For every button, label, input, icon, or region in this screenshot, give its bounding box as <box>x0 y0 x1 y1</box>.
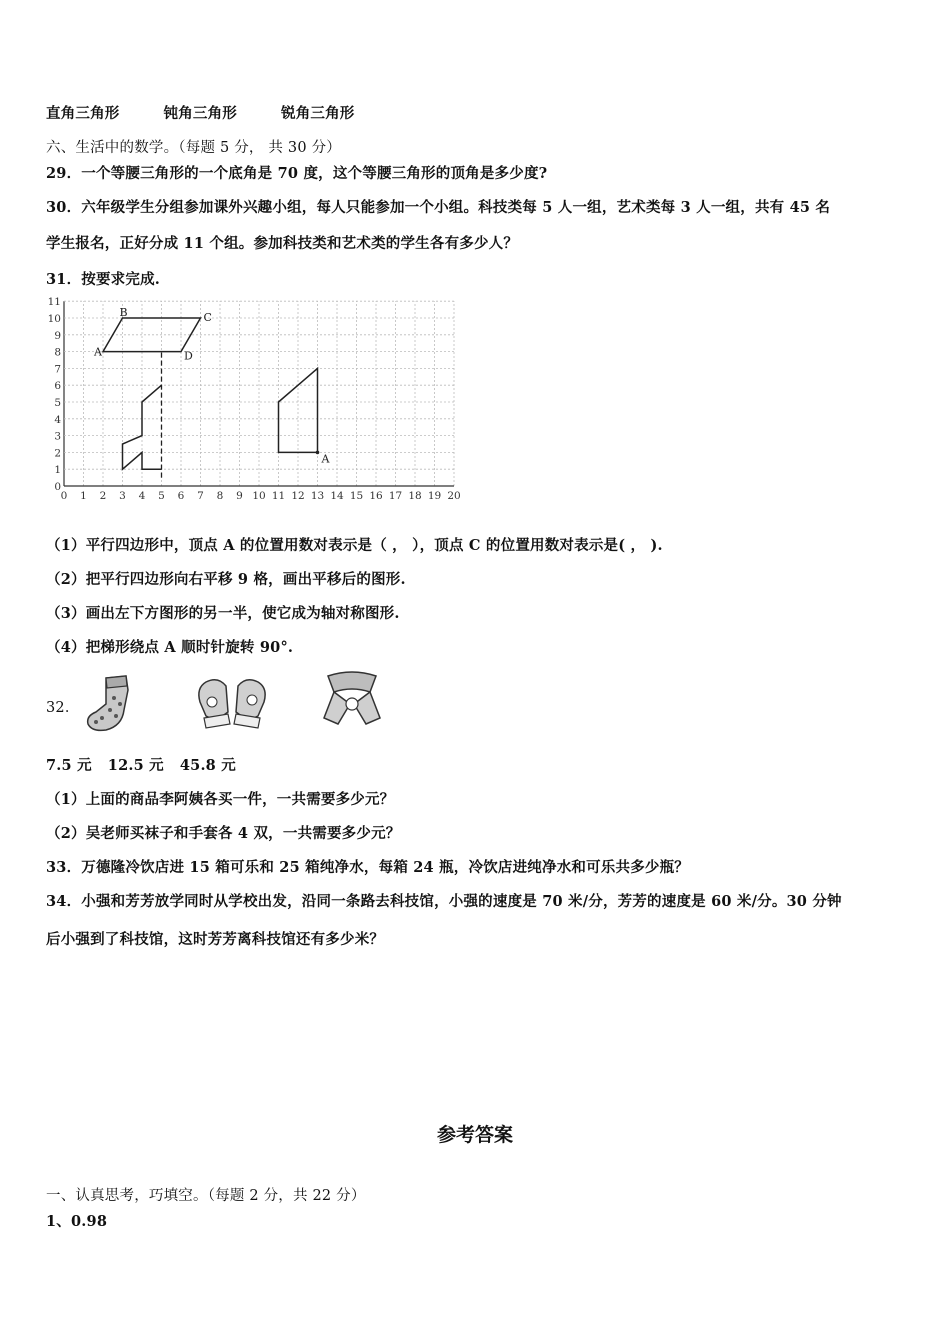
label-c: C <box>203 311 212 324</box>
question-30-line-2: 学生报名，正好分成 11 个组。参加科技类和艺术类的学生各有多少人？ <box>46 235 519 252</box>
answer-title: 参考答案 <box>436 1124 513 1146</box>
question-31: 31．按要求完成. <box>46 271 161 288</box>
question-31-1: （1）平行四边形中，顶点 A 的位置用数对表示是（ ， ），顶点 C 的位置用数对表示是( ， ). <box>46 537 663 554</box>
triangle-type-right: 直角三角形 <box>46 105 120 122</box>
triangle-type-acute: 锐角三角形 <box>281 105 355 122</box>
question-30-line-1: 30．六年级学生分组参加课外兴趣小组，每人只能参加一个小组。科技类每 5 人一组，艺术类每 3 人一组，共有 45 名 <box>46 199 831 216</box>
label-b: B <box>119 306 128 319</box>
x-tick-label: 19 <box>427 490 442 502</box>
y-tick-label: 5 <box>54 397 61 409</box>
answer-section-1: 一、认真思考，巧填空。（每题 2 分，共 22 分） <box>46 1188 366 1204</box>
prices <box>46 754 252 775</box>
x-tick-label: 0 <box>60 490 68 502</box>
question-31-2: （2）把平行四边形向右平移 9 格，画出平移后的图形. <box>46 571 406 588</box>
triangle-type-obtuse: 钝角三角形 <box>163 105 237 122</box>
y-tick-label: 11 <box>47 296 61 309</box>
question-32-2: （2）吴老师买袜子和手套各 4 双，一共需要多少元？ <box>46 825 401 842</box>
x-tick-label: 14 <box>330 490 344 502</box>
y-tick-label: 3 <box>54 430 61 443</box>
x-tick-label: 10 <box>252 490 266 502</box>
x-tick-label: 13 <box>310 490 325 502</box>
x-tick-label: 7 <box>197 490 204 502</box>
coordinate-grid <box>46 296 461 504</box>
question-34-line-1: 34．小强和芳芳放学同时从学校出发，沿同一条路去科技馆，小强的速度是 70 米/分，芳芳的速度是 60 米/分。30 分钟 <box>46 893 842 910</box>
x-tick-label: 16 <box>369 490 383 502</box>
x-tick-label: 5 <box>158 490 165 502</box>
triangle-types <box>46 102 399 123</box>
question-31-4: （4）把梯形绕点 A 顺时针旋转 90°. <box>46 639 294 656</box>
shapes <box>103 318 319 478</box>
x-tick-label: 9 <box>236 490 243 502</box>
x-tick-label: 6 <box>177 490 185 502</box>
scarf-image <box>320 670 384 730</box>
x-tick-label: 18 <box>408 490 422 502</box>
y-tick-label: 9 <box>54 329 61 342</box>
y-tick-label: 0 <box>54 481 61 493</box>
y-tick-label: 10 <box>47 313 61 325</box>
x-tick-label: 17 <box>388 490 403 502</box>
y-tick-label: 4 <box>54 413 61 426</box>
y-tick-label: 7 <box>54 363 61 376</box>
sock-image <box>84 674 138 734</box>
y-tick-label: 6 <box>54 380 61 393</box>
x-tick-label: 8 <box>216 490 224 502</box>
y-tick-label: 1 <box>54 464 61 477</box>
x-tick-label: 1 <box>80 490 87 502</box>
x-tick-label: 2 <box>99 490 107 502</box>
question-29: 29．一个等腰三角形的一个底角是 70 度，这个等腰三角形的顶角是多少度? <box>46 165 548 182</box>
x-tick-label: 3 <box>119 490 126 502</box>
answer-1: 1、0.98 <box>46 1213 108 1230</box>
price-mittens: 12.5 元 <box>107 757 164 774</box>
x-tick-label: 11 <box>271 490 286 502</box>
label-a: A <box>94 345 102 359</box>
x-tick-label: 12 <box>291 490 305 502</box>
mittens-image <box>194 672 270 730</box>
point-a-dot <box>316 451 320 455</box>
y-tick-label: 2 <box>54 447 61 460</box>
x-tick-label: 4 <box>138 490 146 502</box>
y-tick-label: 8 <box>54 346 61 359</box>
question-33: 33．万德隆冷饮店进 15 箱可乐和 25 箱纯净水，每箱 24 瓶，冷饮店进纯净水和可乐共多少瓶？ <box>46 859 689 876</box>
price-socks: 7.5 元 <box>46 757 92 774</box>
question-32-1: （1）上面的商品李阿姨各买一件，一共需要多少元？ <box>46 791 395 808</box>
label-trapezoid-a: A <box>321 452 330 466</box>
section-6-title: 六、生活中的数学。（每题 5 分， 共 30 分） <box>46 140 341 156</box>
x-tick-label: 15 <box>349 490 364 502</box>
price-scarf: 45.8 元 <box>179 757 236 774</box>
label-d: D <box>184 349 193 363</box>
question-34-line-2: 后小强到了科技馆，这时芳芳离科技馆还有多少米？ <box>46 931 385 948</box>
axis-labels <box>48 296 461 502</box>
question-31-3: （3）画出左下方图形的另一半，使它成为轴对称图形. <box>46 605 400 622</box>
x-tick-label: 20 <box>447 490 461 502</box>
question-32-label: 32． <box>46 700 80 716</box>
